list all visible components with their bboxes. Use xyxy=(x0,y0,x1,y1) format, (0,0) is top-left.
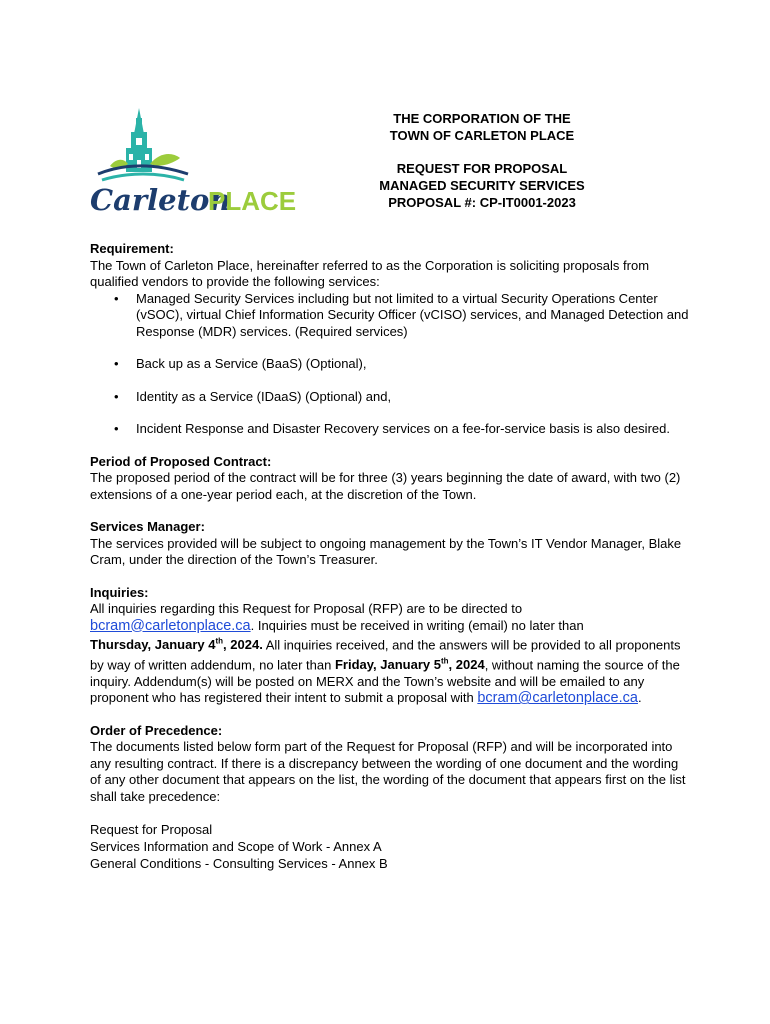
inquiries-heading: Inquiries: xyxy=(90,584,149,600)
header-line-1: THE CORPORATION OF THE xyxy=(393,111,571,126)
period-section xyxy=(90,454,690,504)
manager-section xyxy=(90,519,690,569)
logo-text-place: PLACE xyxy=(208,186,297,216)
precedence-section xyxy=(90,723,690,806)
requirement-intro: The Town of Carleton Place, hereinafter referred to as the Corporation is soliciting proposals from qualified vendors to provide the following services: xyxy=(90,257,650,289)
list-item: Request for Proposal xyxy=(90,822,213,838)
header-line-2: TOWN OF CARLETON PLACE xyxy=(389,128,575,143)
requirement-heading: Requirement: xyxy=(90,241,174,256)
bullet-icon: • xyxy=(114,388,119,404)
list-item: General Conditions - Consulting Services - Annex B xyxy=(90,856,388,872)
header-line-5: PROPOSAL #: CP-IT0001-2023 xyxy=(388,195,576,210)
email-link-2[interactable]: bcram@carletonplace.ca xyxy=(477,690,638,707)
services-list xyxy=(90,291,690,438)
period-heading: Period of Proposed Contract: xyxy=(90,453,272,469)
requirement-section xyxy=(90,241,690,438)
email-link[interactable]: bcram@carletonplace.ca xyxy=(90,617,251,634)
list-item: • Managed Security Services including but not limited to a virtual Security Operations Center (vSOC), virtual Chief Information Security Officer (vCISO) services, and Managed Detection and Response (MDR) services. (Required services) xyxy=(114,290,689,339)
list-item: Services Information and Scope of Work - Annex A xyxy=(90,839,382,855)
leaf-icon xyxy=(150,154,180,166)
header-line-4: MANAGED SECURITY SERVICES xyxy=(379,178,585,193)
bullet-icon: • xyxy=(114,290,119,306)
document-header xyxy=(322,110,642,211)
period-text: The proposed period of the contract will be for three (3) years beginning the date of award, with two (2) extensions of a one-year period each, at the discretion of the Town. xyxy=(90,470,681,502)
tower-icon xyxy=(126,108,152,172)
logo-graphic xyxy=(88,104,297,217)
list-item: • Identity as a Service (IDaaS) (Optional) and, xyxy=(114,388,392,404)
bullet-icon: • xyxy=(114,356,119,371)
document-body xyxy=(90,241,690,872)
list-item: • Incident Response and Disaster Recovery services on a fee-for-service basis is also desired. xyxy=(114,421,670,436)
logo-text-carleton: Carleton xyxy=(90,183,231,217)
bullet-icon: • xyxy=(114,421,119,436)
header-line-3: REQUEST FOR PROPOSAL xyxy=(396,161,568,176)
inquiries-section xyxy=(90,585,690,707)
carleton-place-logo xyxy=(88,104,297,217)
list-item: • Back up as a Service (BaaS) (Optional), xyxy=(114,356,367,371)
precedence-text: The documents listed below form part of the Request for Proposal (RFP) and will be incorporated into any resulting contract. If there is a discrepancy between the wording of one document and the wording of any other document that appears on the list, the wording of the document that appears first on the list shall take precedence: xyxy=(90,739,686,804)
documents-list xyxy=(90,821,690,872)
precedence-heading: Order of Precedence: xyxy=(90,722,223,738)
inquiries-text: All inquiries regarding this Request for Proposal (RFP) are to be directed to bcram@carletonplace.ca. Inquiries must be received in writing (email) no later than Thursday, January 4th, 2024. All inquiries received, and the answers will be provided to all proponents by way of written addendum, no later than Friday, January 5th, 2024, without naming the source of the inquiry. Addendum(s) will be posted on MERX and the Town’s website and will be emailed to any proponent who has registered their intent to submit a proposal with bcram@carletonplace.ca. xyxy=(90,601,681,707)
manager-heading: Services Manager: xyxy=(90,519,205,534)
manager-text: The services provided will be subject to ongoing management by the Town’s IT Vendor Manager, Blake Cram, under the direction of the Town’s Treasurer. xyxy=(90,535,682,567)
